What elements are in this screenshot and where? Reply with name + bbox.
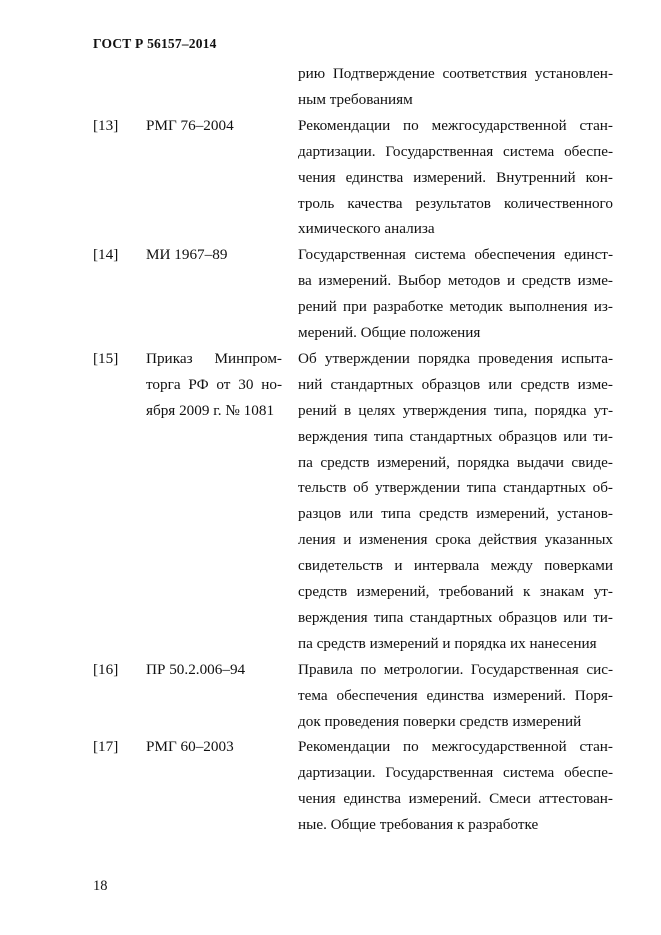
continuation-line: рию Подтверждение соответствия установлен-	[298, 65, 613, 82]
entry-code: МИ 1967–89	[146, 246, 228, 264]
entry-description-line: чения единства измерений. Внутренний кон-	[298, 168, 613, 186]
entry-code: ПР 50.2.006–94	[146, 660, 246, 678]
page-number: 18	[93, 878, 108, 894]
continuation-line: ным требованиям	[298, 90, 413, 108]
entry-description-line: мерений. Общие положения	[298, 324, 481, 341]
entry-number: [15]	[93, 349, 119, 367]
entry-description-line: чения единства измерений. Смеси аттестован-	[298, 790, 613, 808]
entry-description-line: ний стандартных образцов или средств изме-	[298, 375, 613, 393]
entry-description-line: ления и изменения срока действия указанных	[298, 531, 613, 549]
entry-description-line: свидетельств и интервала между поверками	[298, 557, 613, 575]
entry-description-line: ные. Общие требования к разработке	[298, 816, 539, 834]
entry-code: ября 2009 г. № 1081	[146, 401, 275, 419]
entry-description-line: тема обеспечения единства измерений. Поря-	[298, 686, 613, 704]
entry-code: Приказ Минпром-	[146, 349, 282, 367]
entry-description-line: Государственная система обеспечения единст-	[298, 246, 613, 264]
entry-description-line: рений при разработке методик выполнения из-	[298, 298, 613, 316]
entry-code: торга РФ от 30 но-	[146, 375, 282, 393]
entry-code: РМГ 60–2003	[146, 738, 234, 756]
entry-number: [13]	[93, 116, 119, 134]
entry-number: [14]	[93, 246, 119, 264]
entry-description-line: Правила по метрологии. Государственная сис-	[298, 660, 613, 678]
entry-description-line: Рекомендации по межгосударственной стан-	[298, 116, 613, 134]
entry-number: [16]	[93, 660, 119, 678]
entry-description-line: дартизации. Государственная система обеспе-	[298, 764, 613, 782]
entry-description-line: па средств измерений, порядка выдачи свиде-	[298, 453, 613, 471]
entry-description-line: па средств измерений и порядка их нанесения	[298, 634, 597, 652]
entry-description-line: Рекомендации по межгосударственной стан-	[298, 738, 613, 756]
entry-description-line: тельств об утверждении типа стандартных об-	[298, 479, 613, 497]
entry-code: РМГ 76–2004	[146, 116, 234, 134]
entry-description-line: док проведения поверки средств измерений	[298, 712, 582, 730]
entry-description-line: верждения типа стандартных образцов или ти-	[298, 427, 613, 445]
entry-description-line: ва измерений. Выбор методов и средств изме-	[298, 272, 613, 290]
entry-description-line: Об утверждении порядка проведения испыта-	[298, 349, 613, 367]
entry-description-line: разцов или типа средств измерений, установ-	[298, 505, 613, 523]
entry-description-line: дартизации. Государственная система обеспе-	[298, 142, 613, 160]
entry-number: [17]	[93, 738, 119, 756]
entry-description-line: средств измерений, требований к знакам ут-	[298, 583, 613, 600]
entry-description-line: химического анализа	[298, 220, 435, 238]
entry-description-line: верждения типа стандартных образцов или ти-	[298, 608, 613, 626]
document-header: ГОСТ Р 56157–2014	[93, 36, 217, 51]
entry-description-line: рений в целях утверждения типа, порядка ут-	[298, 401, 613, 419]
entry-description-line: троль качества результатов количественного	[298, 194, 613, 212]
